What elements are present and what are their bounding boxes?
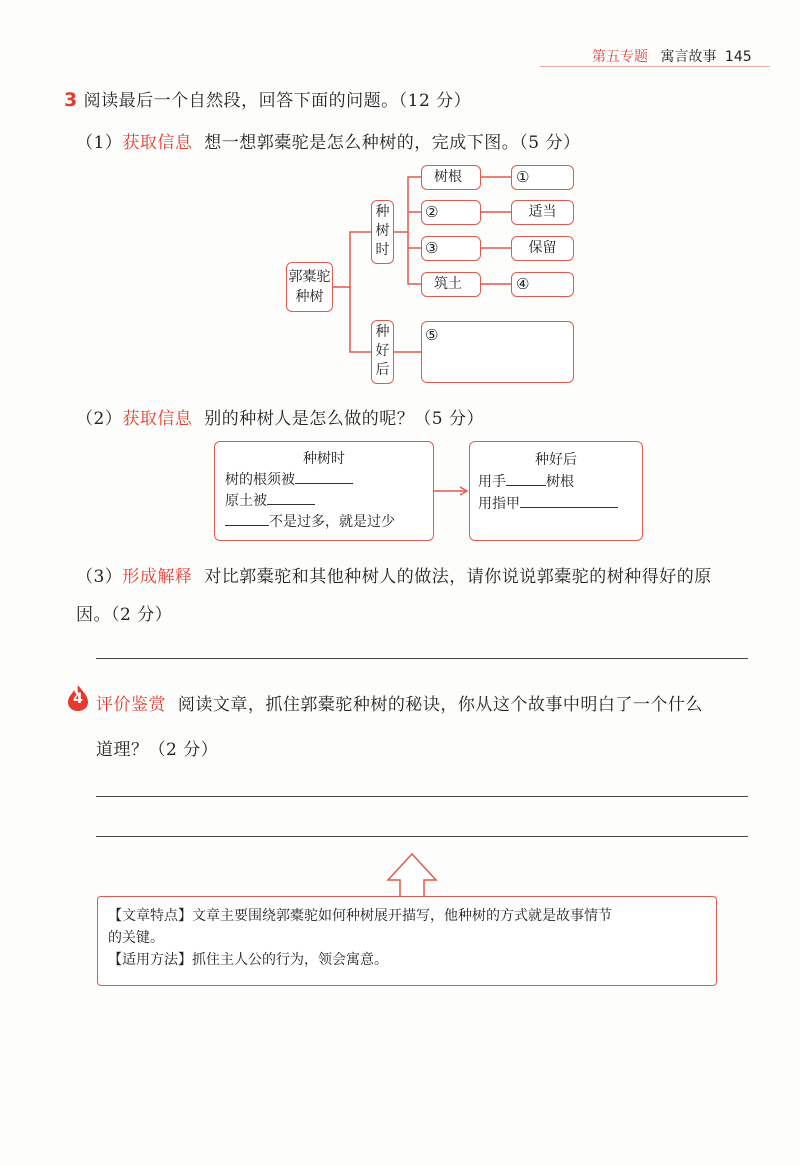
others-after-line1-b: 树根 (546, 474, 574, 490)
subquestion-3-text: 对比郭橐驼和其他种树人的做法，请你说说郭橐驼的树种得好的原 (204, 567, 712, 587)
diagram-row-right: 保留 (511, 236, 574, 261)
branch-after-char: 种 (375, 324, 390, 340)
answer-blank[interactable] (295, 469, 353, 484)
diagram-row-left[interactable]: ② (421, 200, 481, 225)
question-4 (96, 690, 703, 715)
answer-line[interactable] (96, 658, 748, 659)
header-unit: 第五专题 (592, 49, 648, 65)
tip-line1 (108, 905, 706, 927)
question-4-text: 阅读文章，抓住郭橐驼种树的秘诀，你从这个故事中明白了一个什么 (177, 695, 703, 715)
diagram-row-left: 筑土 (421, 272, 481, 297)
tip-box (97, 896, 717, 986)
arrow-right-icon (434, 484, 470, 498)
branch-planting-char: 时 (375, 242, 390, 258)
diagram-root (286, 262, 333, 312)
branch-after-char: 好 (375, 343, 390, 359)
others-after-box (469, 441, 643, 541)
diagram-branch-planting (371, 200, 394, 264)
others-after-line2 (478, 493, 634, 515)
subquestion-2-tag: 获取信息 (122, 409, 193, 429)
branch-planting-char: 种 (375, 204, 390, 220)
answer-line[interactable] (96, 796, 748, 797)
branch-planting-char: 树 (375, 223, 390, 239)
others-planting-line2-text: 原土被 (225, 493, 267, 509)
tip-line2: 的关键。 (108, 930, 164, 946)
question-4-number: 4 (73, 691, 83, 707)
subquestion-3-number: （3） (76, 567, 123, 587)
answer-line[interactable] (96, 836, 748, 837)
subquestion-1-number: （1） (76, 133, 123, 153)
tip-method-text: 抓住主人公的行为，领会寓意。 (192, 952, 388, 968)
subquestion-3 (76, 562, 712, 587)
tip-feature-text: 文章主要围绕郭橐驼如何种树展开描写，他种树的方式就是故事情节 (192, 908, 612, 924)
answer-blank[interactable] (520, 493, 618, 508)
others-planting-line1 (225, 469, 423, 490)
answer-blank[interactable] (267, 490, 315, 505)
others-planting-box (214, 441, 434, 541)
subquestion-2-text: 别的种树人是怎么做的呢？（5 分） (204, 409, 484, 429)
tip-line3 (108, 949, 706, 971)
branch-after-char: 后 (375, 362, 390, 378)
others-planting-line3 (225, 511, 423, 532)
diagram-row-left[interactable]: ③ (421, 236, 481, 261)
diagram-after-answer-box[interactable]: ⑤ (421, 321, 574, 383)
diagram-branch-after (371, 320, 394, 384)
subquestion-3-tag: 形成解释 (122, 567, 193, 587)
answer-blank[interactable] (506, 471, 546, 486)
answer-blank[interactable] (225, 511, 269, 526)
others-planting-line2 (225, 490, 423, 511)
question-3-number: 3 (64, 89, 78, 111)
diagram-row-right[interactable]: ① (511, 165, 574, 190)
question-4-badge (66, 684, 90, 712)
subquestion-1-tag: 获取信息 (122, 133, 193, 153)
diagram-row-left: 树根 (421, 165, 481, 190)
others-after-title: 种好后 (535, 452, 577, 468)
others-after-line1 (478, 471, 634, 493)
tip-feature-tag: 【文章特点】 (108, 908, 192, 924)
others-planting-line3-text: 不是过多，就是过少 (269, 514, 395, 530)
others-planting-line1-text: 树的根须被 (225, 472, 295, 488)
diagram-row-right[interactable]: ④ (511, 272, 574, 297)
question-3-text: 阅读最后一个自然段，回答下面的问题。（12 分） (83, 91, 472, 111)
diagram-connectors (0, 0, 800, 400)
tip-method-tag: 【适用方法】 (108, 952, 192, 968)
question-4-text-continued: 道理？（2 分） (96, 740, 219, 760)
diagram-root-line2: 种树 (295, 289, 324, 305)
page-number: 145 (724, 49, 752, 65)
others-after-line1-a: 用手 (478, 474, 506, 490)
diagram-root-line1: 郭橐驼 (288, 269, 331, 285)
question-4-tag: 评价鉴赏 (96, 695, 166, 715)
subquestion-1-text: 想一想郭橐驼是怎么种树的，完成下图。（5 分） (204, 133, 581, 153)
diagram-row-right: 适当 (511, 200, 574, 225)
subquestion-2 (76, 404, 484, 429)
others-planting-title: 种树时 (303, 451, 345, 467)
others-after-line2-text: 用指甲 (478, 496, 520, 512)
subquestion-2-number: （2） (76, 409, 123, 429)
subquestion-3-text-continued: 因。（2 分） (76, 605, 173, 625)
header-title: 寓言故事 (660, 49, 717, 65)
